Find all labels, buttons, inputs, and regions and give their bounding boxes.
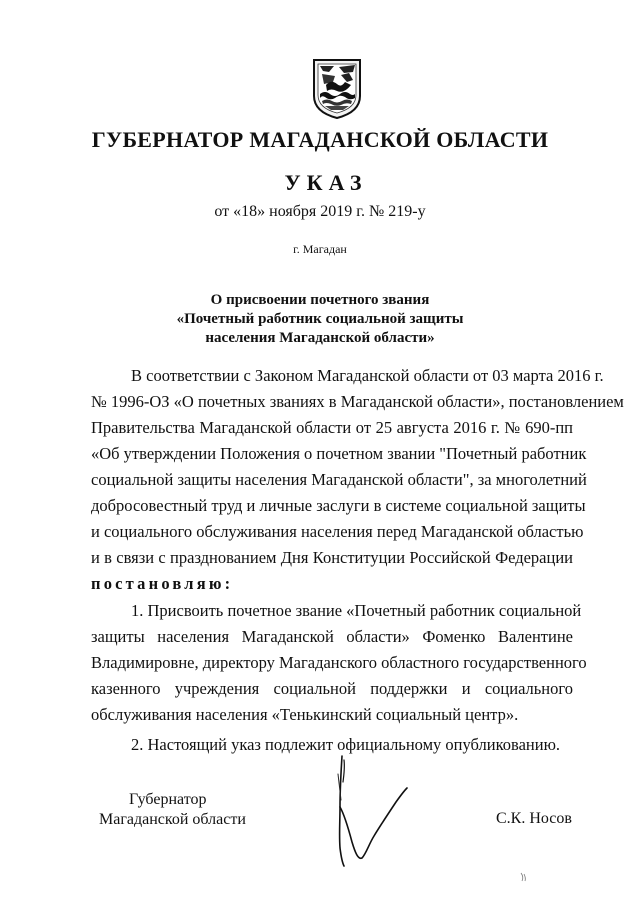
subject-line: О присвоении почетного звания — [210, 292, 430, 308]
subject-line: «Почетный работник социальной защиты — [176, 311, 464, 327]
item-1-line: казенного учреждения социальной поддержки и социального — [91, 679, 573, 698]
coat-of-arms-icon — [311, 58, 363, 120]
preamble-line: В соответствии с Законом Магаданской области от 03 марта 2016 г. — [131, 366, 604, 385]
authority-title: ГУБЕРНАТОР МАГАДАНСКОЙ ОБЛАСТИ — [91, 127, 549, 152]
decree-operative-word — [91, 574, 230, 594]
document-type: УКАЗ — [284, 170, 368, 195]
item-1-line: обслуживания населения «Тенькинский социальный центр». — [91, 705, 519, 724]
preamble-line: и социального обслуживания населения перед Магаданской областью — [91, 522, 584, 541]
subject-line: населения Магаданской области» — [205, 330, 435, 346]
preamble-line: № 1996-ОЗ «О почетных званиях в Магаданской области», постановлением — [91, 392, 624, 411]
preamble-line: добросовестный труд и личные заслуги в системе социальной защиты — [91, 496, 586, 515]
preamble-line: «Об утверждении Положения о почетном звании "Почетный работник — [91, 444, 587, 463]
preamble-line: и в связи с празднованием Дня Конституции Российской Федерации — [91, 548, 573, 567]
signatory-name: С.К. Носов — [496, 810, 572, 827]
item-2-line: 2. Настоящий указ подлежит официальному опубликованию. — [131, 735, 561, 754]
item-1-line: Владимировне, директору Магаданского областного государственного — [91, 653, 587, 672]
preamble-line: социальной защиты населения Магаданской области", за многолетний — [91, 470, 587, 489]
page-corner-mark — [520, 872, 528, 882]
preamble-line: Правительства Магаданской области от 25 августа 2016 г. № 690-пп — [91, 418, 573, 437]
handwritten-signature — [322, 752, 412, 872]
item-1-line: защиты населения Магаданской области» Фоменко Валентине — [91, 627, 573, 646]
decree-colon: : — [224, 574, 231, 593]
signatory-title-line: Губернатор — [129, 791, 207, 808]
decree-word: постановляю — [91, 574, 225, 593]
signatory-title-line: Магаданской области — [99, 811, 246, 828]
date-and-number: от «18» ноября 2019 г. № 219-у — [214, 203, 426, 220]
item-1-line: 1. Присвоить почетное звание «Почетный работник социальной — [131, 601, 582, 620]
decree-subject — [0, 291, 640, 348]
place-of-issue: г. Магадан — [293, 242, 347, 256]
